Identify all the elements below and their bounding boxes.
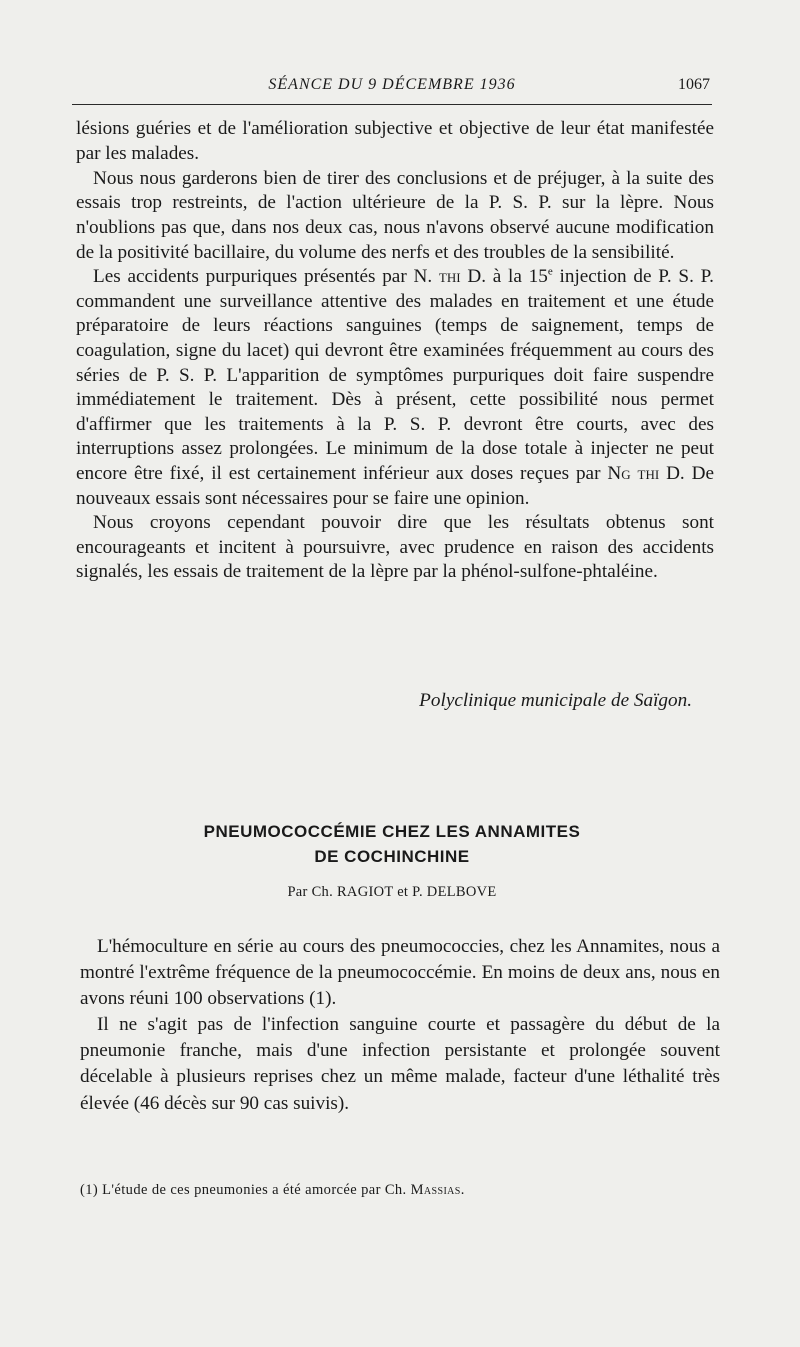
paragraph-2: Nous nous garderons bien de tirer des conclusions et de préjuger, à la suite des essais trop restreints, de l'action ultérieure de la P. S. P. sur la lèpre. Nous n'oublions pas que, dans nos deux cas, nous n'avons observé aucune modification de la positivité bacillaire, du volume des nerfs et des troubles de la sensibilité. xyxy=(76,167,714,263)
p3-text-b: D. à la 15 xyxy=(460,266,548,288)
paragraph-1: lésions guéries et de l'amélioration subjective et objective de leur état manifestée par les malades. xyxy=(76,118,714,164)
article-title-line-2: DE COCHINCHINE xyxy=(314,847,470,866)
footnote-text: (1) L'étude de ces pneumonies a été amorcée par Ch. xyxy=(80,1182,411,1198)
page-number: 1067 xyxy=(678,76,710,93)
p3-name-thi: thi xyxy=(438,266,461,288)
p3-text-a: Les accidents purpuriques présentés par N. xyxy=(93,266,439,288)
article-title xyxy=(72,819,712,869)
article-paragraph-2: Il ne s'agit pas de l'infection sanguine courte et passagère du début de la pneumonie franche, mais d'une infection persistante et prolongée souvent décelable à plusieurs reprises chez un même malade, facteur d'une léthalité très élevée (46 décès sur 90 cas suivis). xyxy=(80,1014,720,1114)
signature: Polyclinique municipale de Saïgon. xyxy=(419,690,692,711)
paragraph-3 xyxy=(76,265,714,511)
article-authors: Par Ch. RAGIOT et P. DELBOVE xyxy=(287,884,497,900)
p3-text-c: injection de P. S. P. commandent une surveillance attentive des malades en traitement et une étude préparatoire de leurs réactions sanguines (temps de saignement, temps de coagulation, signe du lacet) qui devront être examinées fréquemment au cours des séries de P. S. P. L'apparition de symptômes purpuriques doit faire suspendre immédiatement le traitement. Dès à présent, cette possibilité nous permet d'affirmer que les traitements à la P. S. P. devront être courts, avec des interruptions assez prolongées. Le minimum de la dose totale à injecter ne peut encore être fixé, il est certainement inférieur aux doses reçues par xyxy=(76,266,714,484)
running-title: SÉANCE DU 9 DÉCEMBRE 1936 xyxy=(268,76,516,93)
paragraph-4: Nous croyons cependant pouvoir dire que les résultats obtenus sont encourageants et incitent à poursuivre, avec prudence en raison des accidents signalés, les essais de traitement de la lèpre par la phénol-sulfone-phtaléine. xyxy=(76,512,714,583)
article-title-line-1: PNEUMOCOCCÉMIE CHEZ LES ANNAMITES xyxy=(203,822,581,841)
p3-name-ng-thi: Ng thi xyxy=(607,462,660,484)
p3-text-d: D. De nouveaux essais sont nécessaires pour se faire une opinion. xyxy=(76,462,714,509)
footnote-end: . xyxy=(460,1182,465,1198)
section1-body xyxy=(76,117,714,585)
article-body xyxy=(80,934,720,1117)
footnote-name: Massias xyxy=(410,1182,461,1198)
article-paragraph-1: L'hémoculture en série au cours des pneumococcies, chez les Annamites, nous a montré l'extrême fréquence de la pneumococcémie. En moins de deux ans, nous en avons réuni 100 observations (1). xyxy=(80,936,720,1010)
p3-superscript: e xyxy=(547,265,553,278)
running-header xyxy=(72,72,712,105)
footnote xyxy=(80,1182,720,1199)
